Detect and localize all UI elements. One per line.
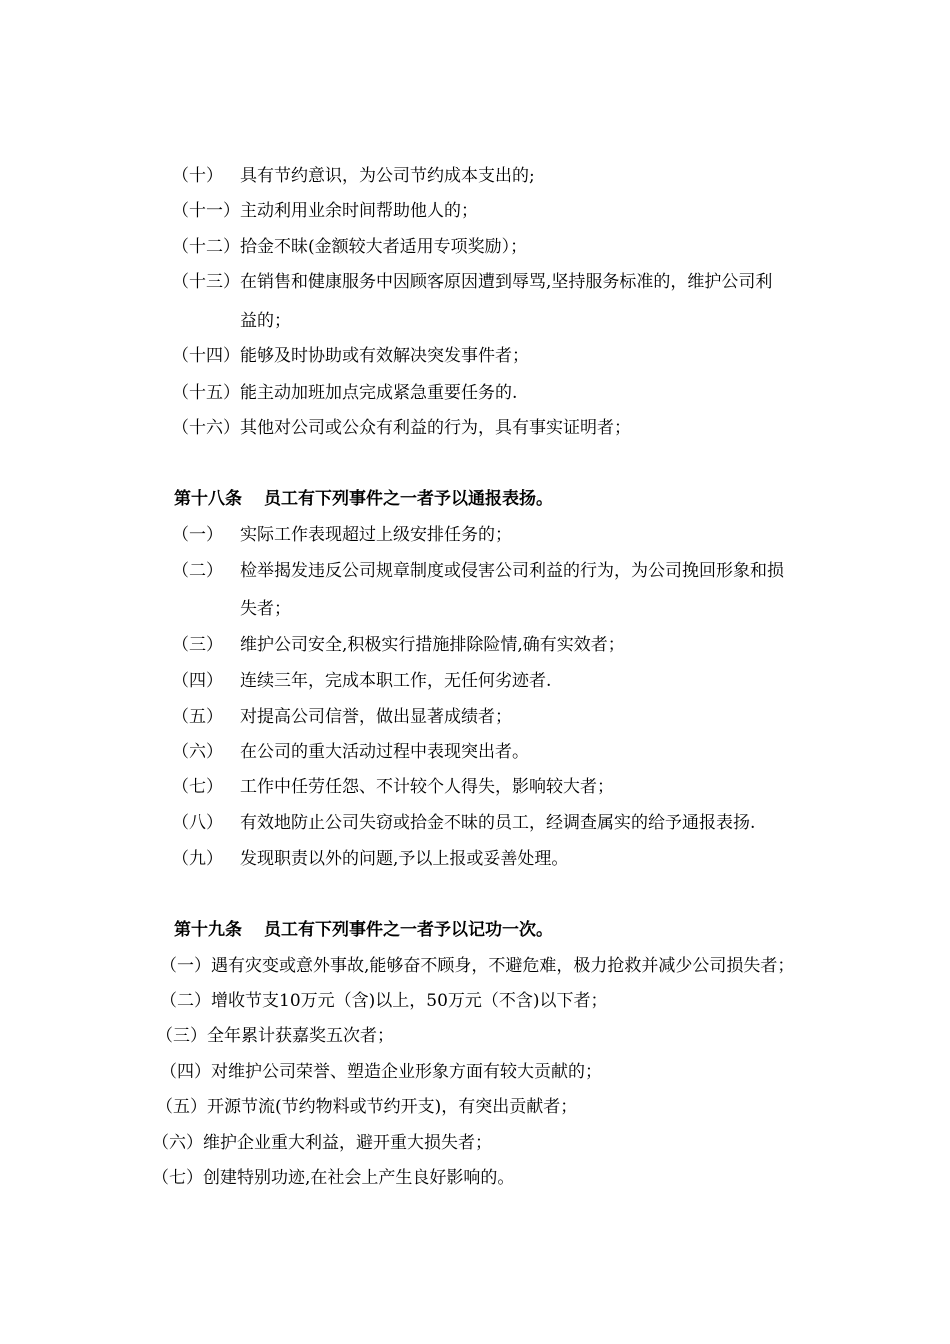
item-text: 发现职责以外的问题,予以上报或妥善处理。 (240, 849, 569, 869)
item-text: 有效地防止公司失窃或拾金不昧的员工，经调查属实的给予通报表扬. (240, 813, 756, 833)
item-text: 能主动加班加点完成紧急重要任务的. (240, 383, 518, 403)
item-text: 检举揭发违反公司规章制度或侵害公司利益的行为，为公司挽回形象和损 (240, 561, 784, 581)
item-text: 能够及时协助或有效解决突发事件者； (240, 346, 529, 366)
item-number: （十一） (172, 201, 240, 221)
item-number: （十） (172, 166, 223, 186)
list-item: （二）增收节支10万元（含)以上，50万元（不含)以下者； (160, 991, 608, 1011)
list-item: （一）遇有灾变或意外事故,能够奋不顾身，不避危难，极力抢救并减少公司损失者； (160, 956, 795, 976)
list-item: （五）开源节流(节约物料或节约开支)，有突出贡献者； (156, 1097, 578, 1117)
item-number: （十二） (172, 237, 240, 257)
item-text: 维护公司安全,积极实行措施排除险情,确有实效者； (240, 635, 625, 655)
item-text: 对提高公司信誉，做出显著成绩者； (240, 707, 512, 727)
item-text: 其他对公司或公众有利益的行为，具有事实证明者； (240, 418, 631, 438)
item-text: 实际工作表现超过上级安排任务的； (240, 525, 512, 545)
article-heading (174, 919, 553, 941)
article-title: 员工有下列事件之一者予以通报表扬。 (264, 489, 553, 509)
list-item: （七）创建特别功迹,在社会上产生良好影响的。 (152, 1168, 515, 1188)
article-title: 员工有下列事件之一者予以记功一次。 (264, 920, 553, 940)
item-number: （二） (172, 561, 223, 581)
item-text: 在销售和健康服务中因顾客原因遭到辱骂,坚持服务标准的，维护公司利 (240, 272, 773, 292)
item-text: 连续三年，完成本职工作，无任何劣迹者. (240, 671, 552, 691)
item-number: （十五） (172, 383, 240, 403)
article-label: 第十九条 (174, 920, 242, 940)
item-number: （四） (172, 671, 223, 691)
list-item: （六）维护企业重大利益，避开重大损失者； (152, 1133, 492, 1153)
article-label: 第十八条 (174, 489, 242, 509)
list-item: （四）对维护公司荣誉、塑造企业形象方面有较大贡献的； (160, 1062, 602, 1082)
item-text: 具有节约意识，为公司节约成本支出的; (240, 166, 535, 186)
article-heading (174, 488, 553, 510)
list-item: （三）全年累计获嘉奖五次者； (156, 1026, 394, 1046)
item-number: （十六） (172, 418, 240, 438)
list-item (172, 165, 223, 187)
item-text-continuation: 益的； (240, 311, 291, 331)
item-number: （一） (172, 525, 223, 545)
item-number: （七） (172, 777, 223, 797)
item-number: （三） (172, 635, 223, 655)
item-number: （十三） (172, 272, 240, 292)
item-text: 主动利用业余时间帮助他人的； (240, 201, 478, 221)
item-text-continuation: 失者； (240, 599, 291, 619)
item-text: 拾金不昧(金额较大者适用专项奖励）； (240, 237, 528, 257)
item-number: （六） (172, 742, 223, 762)
item-text: 在公司的重大活动过程中表现突出者。 (240, 742, 529, 762)
item-text: 工作中任劳任怨、不计较个人得失，影响较大者； (240, 777, 614, 797)
item-number: （九） (172, 849, 223, 869)
item-number: （五） (172, 707, 223, 727)
item-number: （八） (172, 813, 223, 833)
item-number: （十四） (172, 346, 240, 366)
